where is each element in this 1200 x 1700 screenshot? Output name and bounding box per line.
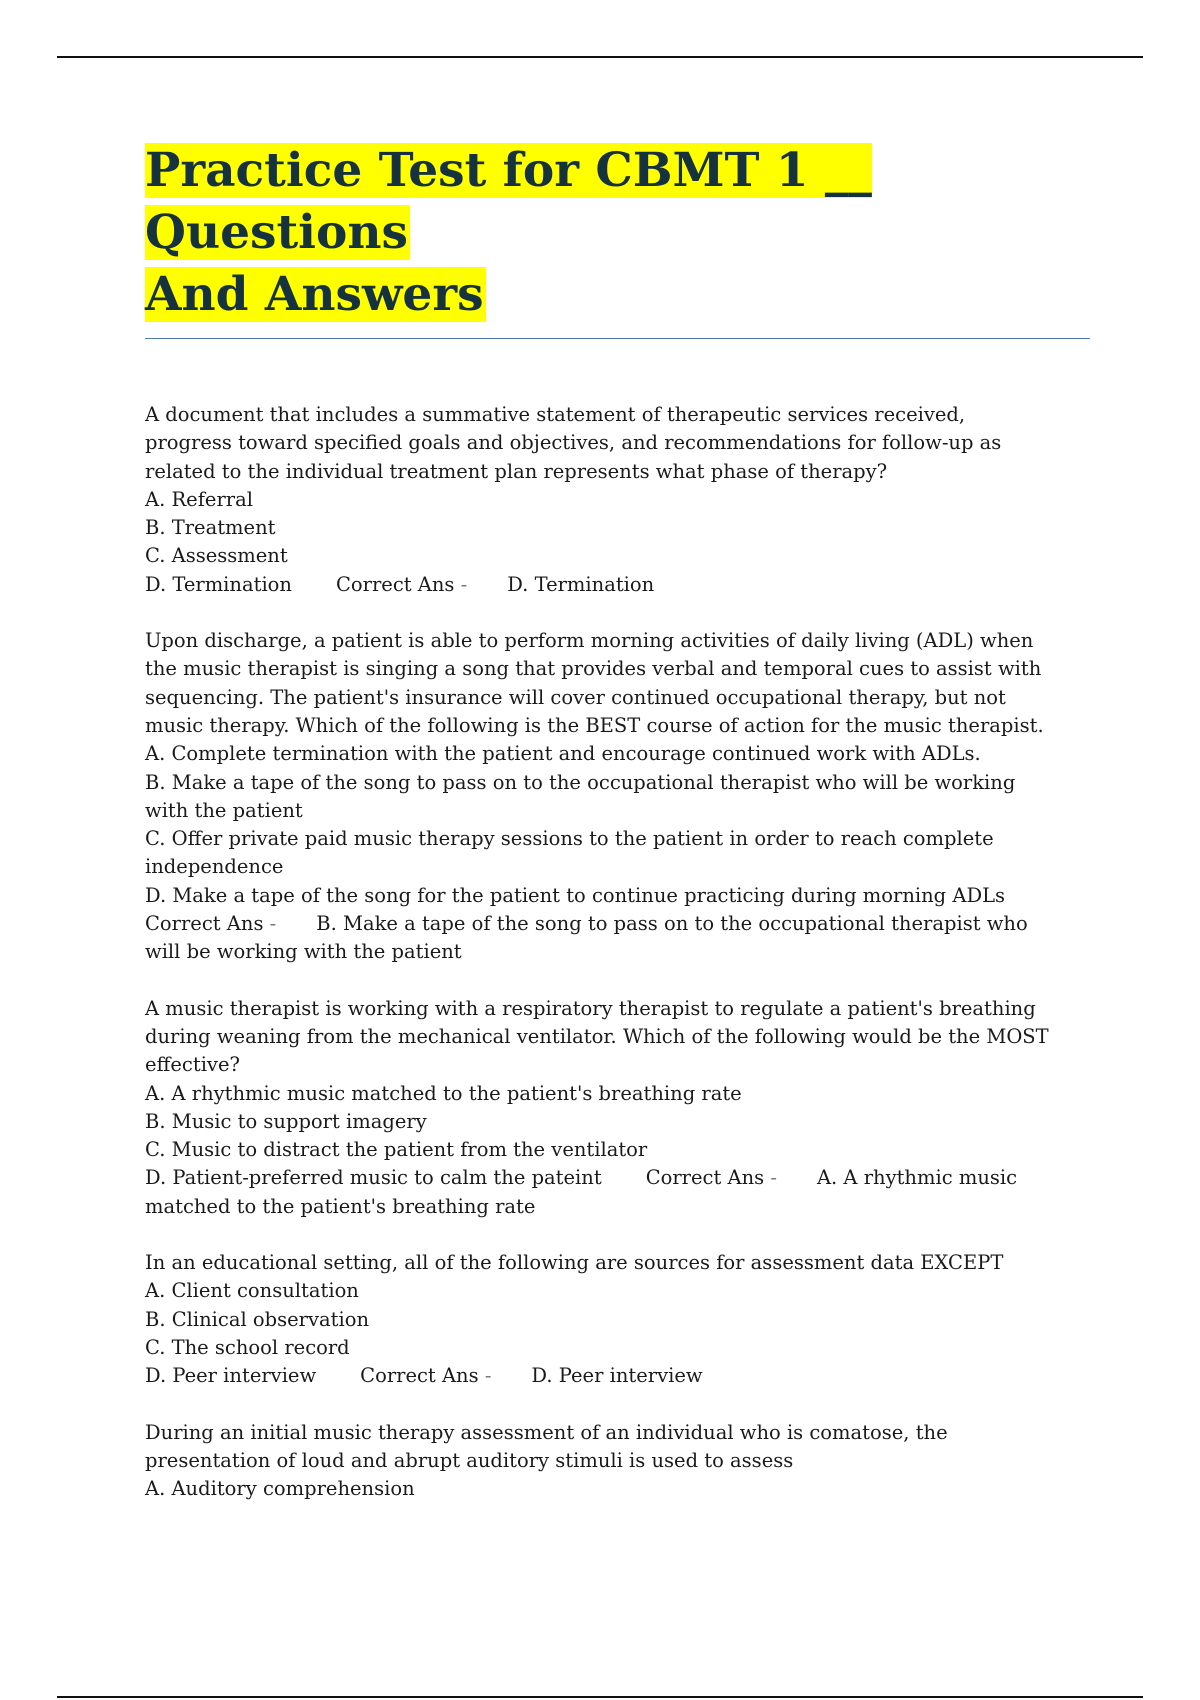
question-text: sequencing. The patient's insurance will cover continued occupational therapy, but not xyxy=(145,685,1006,709)
correct-answer: D. Termination xyxy=(507,572,655,596)
question-text: effective? xyxy=(145,1053,240,1077)
question-text: music therapy. Which of the following is the BEST course of action for the music therapist. xyxy=(145,713,1044,737)
answer-line xyxy=(145,910,1090,938)
question-2 xyxy=(145,627,1090,967)
question-5 xyxy=(145,1419,1090,1504)
option: A. A rhythmic music matched to the patient's breathing rate xyxy=(145,1081,742,1105)
question-text: the music therapist is singing a song that provides verbal and temporal cues to assist with xyxy=(145,657,1042,681)
question-text: presentation of loud and abrupt auditory stimuli is used to assess xyxy=(145,1448,794,1472)
question-text: A document that includes a summative statement of therapeutic services received, xyxy=(145,403,966,426)
question-list xyxy=(145,401,1090,1503)
option: A. Referral xyxy=(145,487,253,511)
option: D. Termination xyxy=(145,572,292,596)
option: D. Patient-preferred music to calm the pateint xyxy=(145,1166,602,1190)
correct-answer-continued: will be working with the patient xyxy=(145,940,462,964)
option: independence xyxy=(145,855,284,879)
answer-dash: - xyxy=(484,1364,492,1388)
option: B. Clinical observation xyxy=(145,1307,370,1331)
option: D. Peer interview xyxy=(145,1364,317,1388)
correct-answer-label: Correct Ans - xyxy=(145,912,277,936)
question-text: In an educational setting, all of the following are sources for assessment data EXCEPT xyxy=(145,1251,1004,1275)
question-text: Upon discharge, a patient is able to perform morning activities of daily living (ADL) when xyxy=(145,629,1034,653)
question-text: A music therapist is working with a respiratory therapist to regulate a patient's breathing xyxy=(145,996,1036,1020)
bottom-rule xyxy=(57,1696,1143,1698)
question-3 xyxy=(145,995,1090,1221)
option: B. Treatment xyxy=(145,516,276,540)
correct-answer-label: Correct Ans - xyxy=(360,1364,492,1388)
title-line-1: Practice Test for CBMT 1 __ Questions xyxy=(145,143,872,260)
question-1 xyxy=(145,401,1090,599)
answer-line xyxy=(145,1164,1090,1192)
option: B. Music to support imagery xyxy=(145,1109,427,1133)
question-4 xyxy=(145,1249,1090,1390)
title-line-2: And Answers xyxy=(145,267,484,322)
answer-dash: - xyxy=(770,1166,777,1190)
answer-line xyxy=(145,1362,1090,1390)
question-text: progress toward specified goals and objectives, and recommendations for follow-up as xyxy=(145,431,1002,455)
document-page xyxy=(145,140,1090,1531)
option: C. Assessment xyxy=(145,544,288,568)
option: D. Make a tape of the song for the patient to continue practicing during morning ADLs xyxy=(145,883,1006,907)
option: C. The school record xyxy=(145,1335,350,1359)
question-text: During an initial music therapy assessment of an individual who is comatose, the xyxy=(145,1420,948,1444)
option: A. Auditory comprehension xyxy=(145,1477,415,1501)
page-title xyxy=(145,140,1090,326)
option: C. Offer private paid music therapy sessions to the patient in order to reach complete xyxy=(145,827,994,851)
correct-answer: A. A rhythmic music xyxy=(816,1166,1018,1190)
answer-dash: - xyxy=(269,912,277,936)
correct-answer-continued: matched to the patient's breathing rate xyxy=(145,1194,536,1218)
option: with the patient xyxy=(145,798,303,822)
correct-answer: B. Make a tape of the song to pass on to the occupational therapist who xyxy=(316,912,1028,936)
correct-answer: D. Peer interview xyxy=(531,1364,703,1388)
question-text: during weaning from the mechanical ventilator. Which of the following would be the MOST xyxy=(145,1024,1049,1048)
option: C. Music to distract the patient from the ventilator xyxy=(145,1138,648,1162)
option: A. Client consultation xyxy=(145,1279,359,1303)
top-rule xyxy=(57,56,1143,58)
option: B. Make a tape of the song to pass on to the occupational therapist who will be working xyxy=(145,770,1016,794)
answer-line xyxy=(145,571,1090,599)
correct-answer-label: Correct Ans - xyxy=(335,572,468,596)
question-text: related to the individual treatment plan represents what phase of therapy? xyxy=(145,459,888,483)
correct-answer-label: Correct Ans - xyxy=(645,1166,777,1190)
title-underline xyxy=(145,338,1090,339)
option: A. Complete termination with the patient and encourage continued work with ADLs. xyxy=(145,742,981,766)
answer-dash: - xyxy=(460,572,468,596)
